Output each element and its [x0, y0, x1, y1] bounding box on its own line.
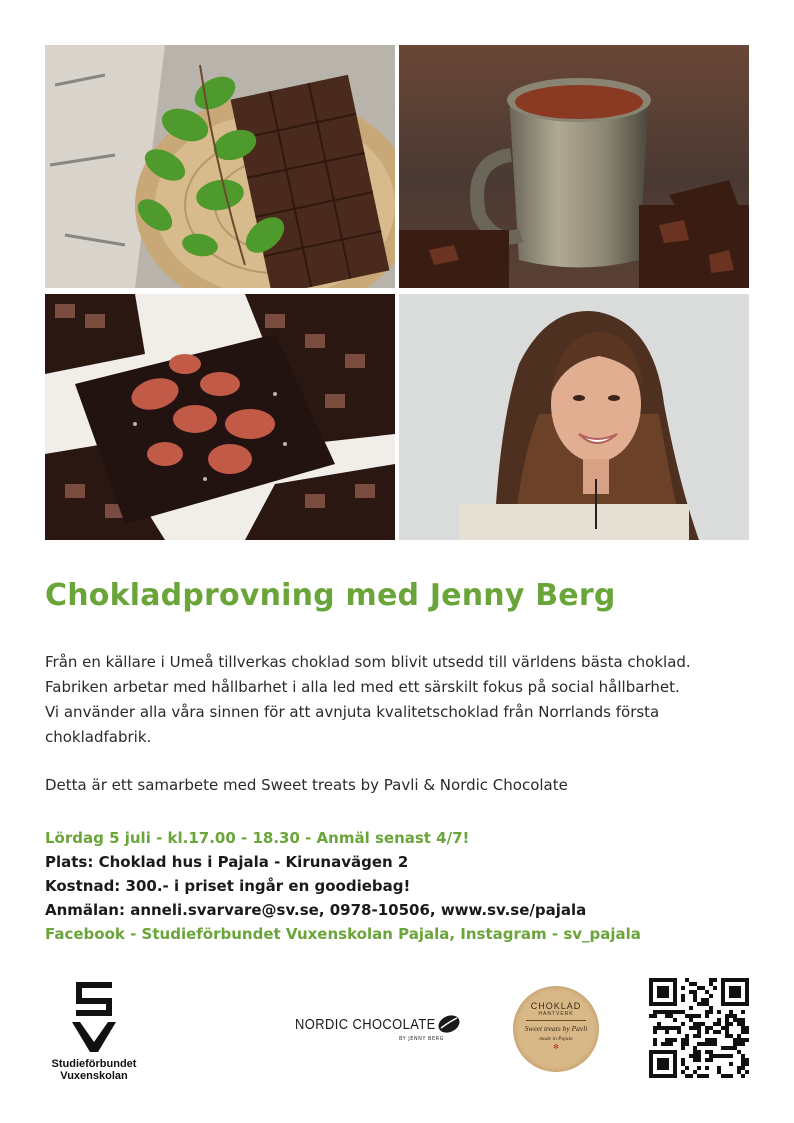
nordic-name: NORDIC CHOCOLATE: [295, 1016, 436, 1033]
sv-logo-icon: [70, 978, 118, 1054]
event-details: [45, 826, 765, 946]
event-social: Facebook - Studieförbundet Vuxenskolan Pajala, Instagram - sv_pajala: [45, 925, 641, 943]
collaboration-note: Detta är ett samarbete med Sweet treats by Pavli & Nordic Chocolate: [45, 776, 568, 794]
logo-choklad-hantverk: [513, 986, 599, 1072]
qr-code[interactable]: [649, 978, 749, 1078]
event-place: Plats: Choklad hus i Pajala - Kirunavägen 2: [45, 853, 409, 871]
description-line: chokladfabrik.: [45, 728, 152, 746]
choklad-origin: made in Pajala: [539, 1036, 573, 1042]
sv-name-line2: Vuxenskolan: [60, 1070, 128, 1082]
event-signup: Anmälan: anneli.svarvare@sv.se, 0978-10506, www.sv.se/pajala: [45, 901, 587, 919]
page-title: Chokladprovning med Jenny Berg: [45, 578, 616, 613]
logo-nordic-chocolate: [295, 1014, 470, 1044]
description-line: Vi använder alla våra sinnen för att avnjuta kvalitetschoklad från Norrlands första: [45, 703, 660, 721]
photo-grid: [45, 45, 749, 540]
description-line: Från en källare i Umeå tillverkas choklad som blivit utsedd till världens bästa choklad.: [45, 653, 691, 671]
choklad-subtitle: HANTVERK: [538, 1011, 574, 1017]
choklad-divider: [526, 1020, 586, 1021]
logo-studieforbundet-vuxenskolan: [44, 978, 144, 1088]
choklad-title: CHOKLAD: [530, 1001, 582, 1011]
photo-chocolate-strawberry-bars: [45, 294, 395, 540]
photo-hot-chocolate-cup: [399, 45, 749, 288]
choklad-tagline: Sweet treats by Pavli: [524, 1024, 588, 1033]
description: [45, 650, 760, 750]
description-line: Fabriken arbetar med hållbarhet i alla led med ett särskilt fokus på social hållbarhet.: [45, 678, 680, 696]
photo-portrait: [399, 294, 749, 540]
sv-name-line1: Studieförbundet: [51, 1058, 137, 1070]
flower-icon: ✻: [553, 1043, 559, 1051]
event-date: Lördag 5 juli - kl.17.00 - 18.30 - Anmäl senast 4/7!: [45, 829, 470, 847]
event-cost: Kostnad: 300.- i priset ingår en goodiebag!: [45, 877, 411, 895]
cocoa-bean-icon: [435, 1012, 461, 1036]
qr-code-icon: [649, 978, 749, 1078]
logo-row: [0, 970, 794, 1090]
photo-chocolate-bar-birch: [45, 45, 395, 288]
nordic-subtitle: BY JENNY BERG: [399, 1036, 444, 1042]
